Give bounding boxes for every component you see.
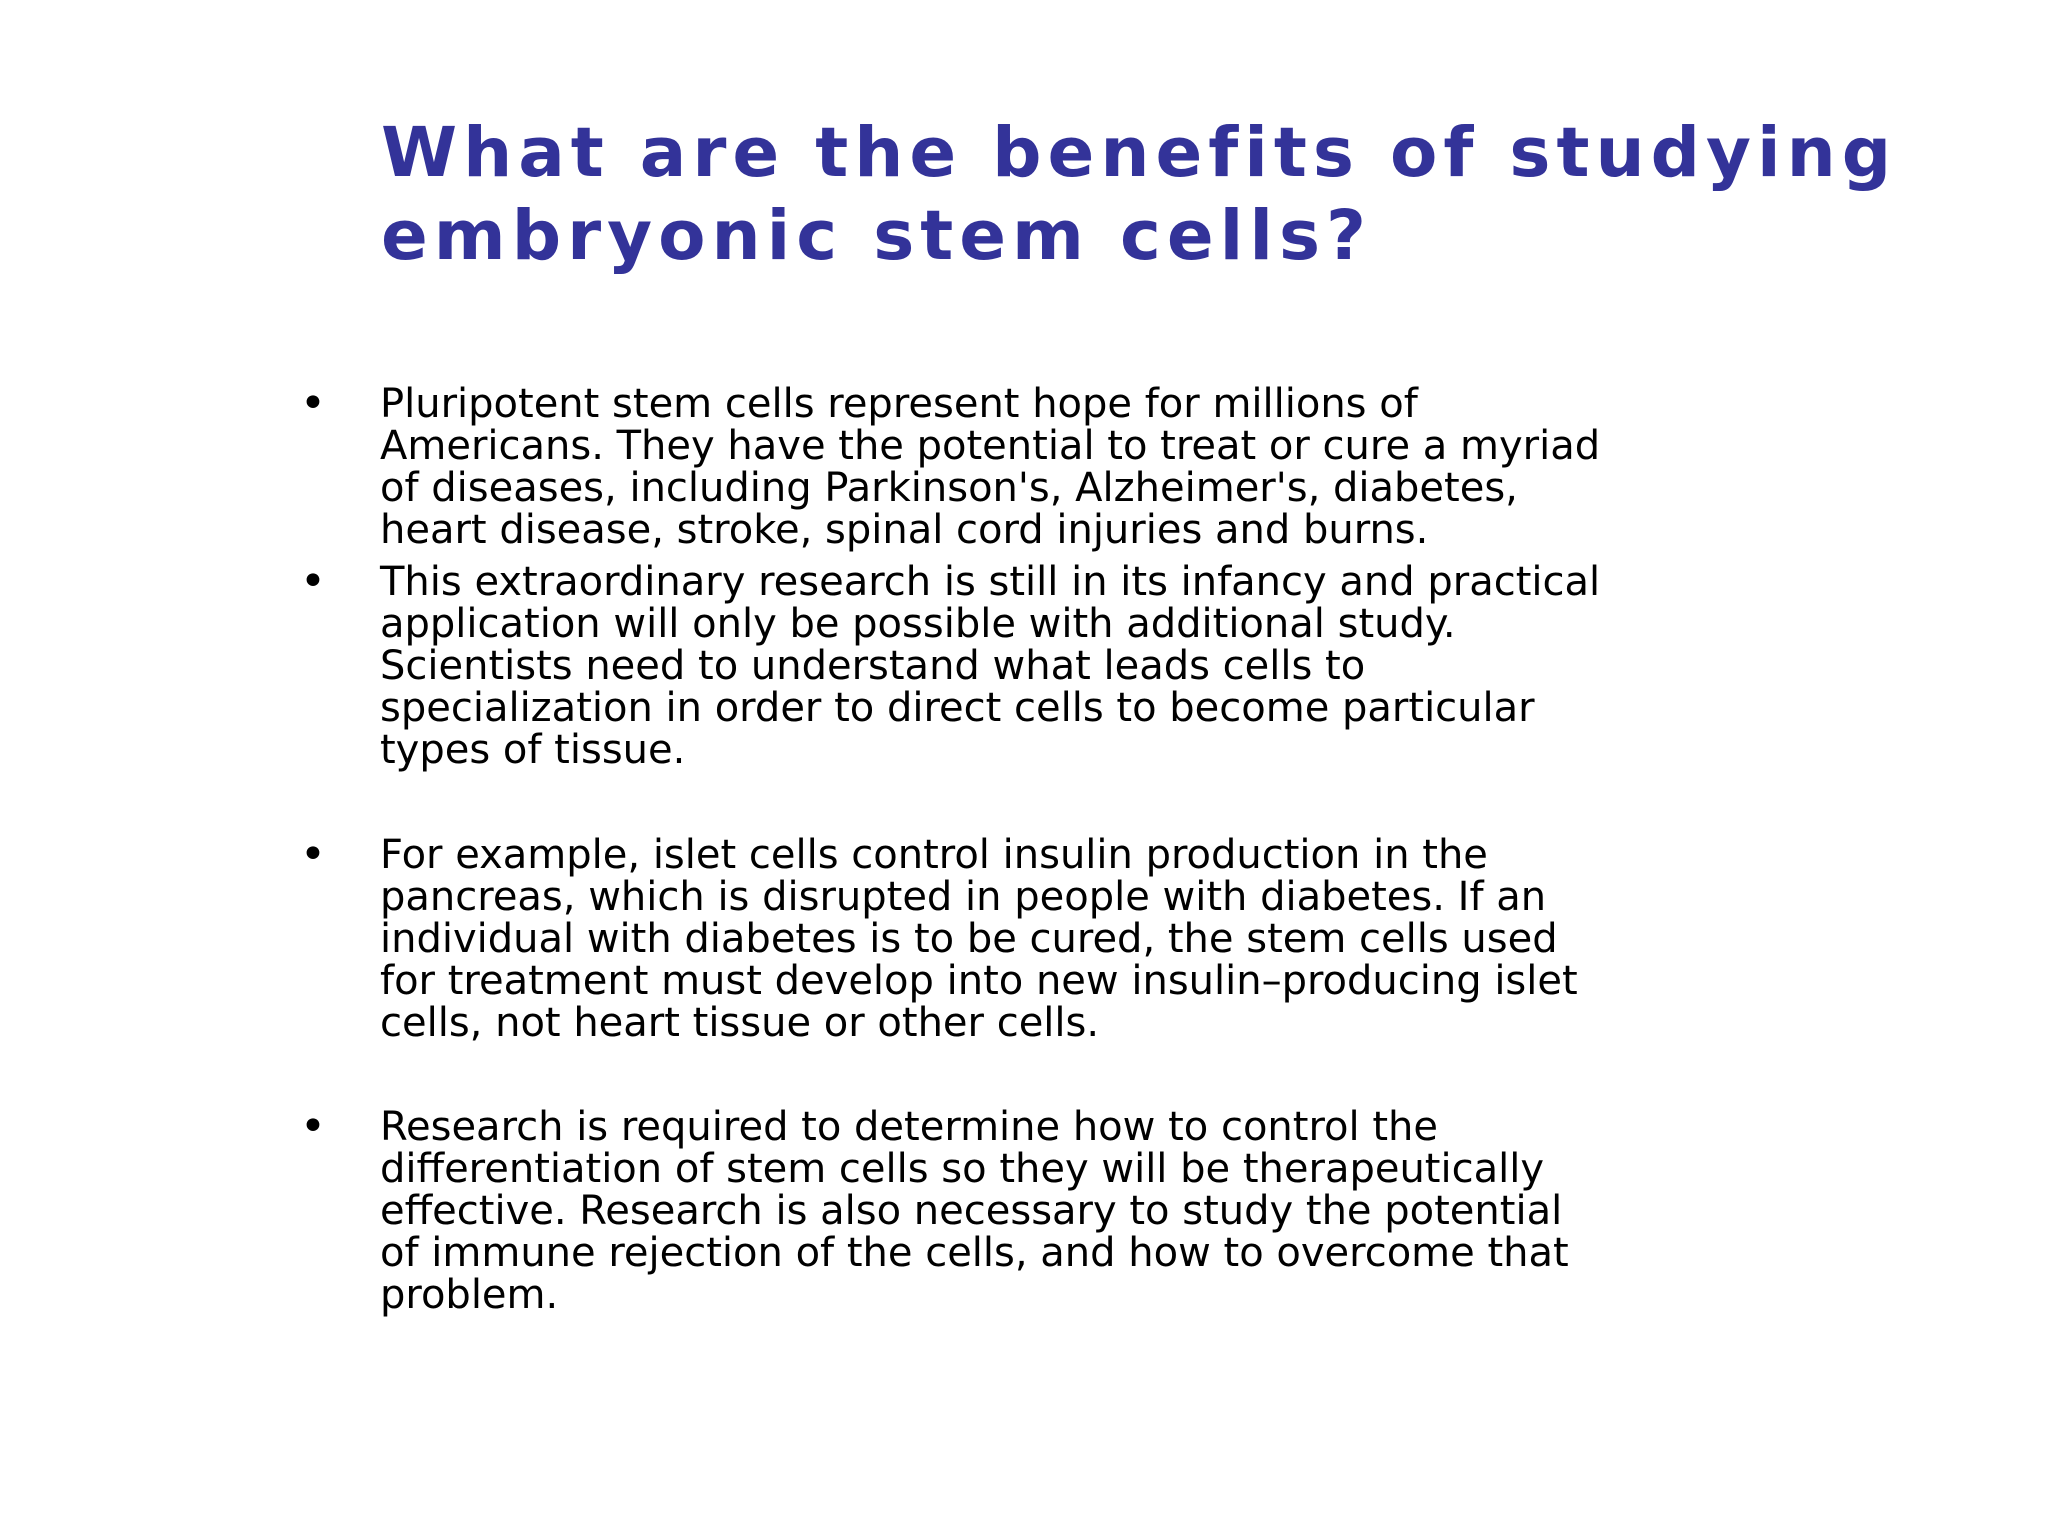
bullet-text-line: application will only be possible with additional study.	[380, 601, 1456, 647]
bullet-text-line: heart disease, stroke, spinal cord injuries and burns.	[380, 507, 1429, 553]
bullet-point-icon: •	[300, 829, 326, 880]
bullet-text-line: This extraordinary research is still in its infancy and practical	[380, 559, 1601, 605]
bullet-text	[380, 1106, 1760, 1316]
bullet-text-line: Americans. They have the potential to treat or cure a myriad	[380, 423, 1601, 469]
bullet-text-line: pancreas, which is disrupted in people with diabetes. If an	[380, 874, 1547, 920]
bullet-text-line: types of tissue.	[380, 727, 686, 773]
bullet-text	[380, 383, 1760, 551]
bullet-text-line: problem.	[380, 1272, 559, 1318]
bullet-text-line: differentiation of stem cells so they will be therapeutically	[380, 1146, 1545, 1192]
bullet-text-line: of diseases, including Parkinson's, Alzheimer's, diabetes,	[380, 465, 1518, 511]
bullet-text	[380, 561, 1760, 771]
bullet-text-line: Pluripotent stem cells represent hope for millions of	[380, 381, 1418, 427]
slide-title-line: What are the benefits of studying	[381, 113, 1898, 193]
bullet-text-line: for treatment must develop into new insulin–producing islet	[380, 958, 1578, 1004]
bullet-point-icon: •	[300, 1101, 326, 1152]
bullet-point-icon: •	[300, 378, 326, 429]
slide-title-line: embryonic stem cells?	[381, 196, 1373, 276]
bullet-text-line: Research is required to determine how to control the	[380, 1104, 1438, 1150]
bullet-text	[380, 834, 1760, 1044]
bullet-text-line: Scientists need to understand what leads cells to	[380, 643, 1366, 689]
bullet-text-line: individual with diabetes is to be cured, the stem cells used	[380, 916, 1558, 962]
bullet-text-line: specialization in order to direct cells to become particular	[380, 685, 1535, 731]
bullet-text-line: For example, islet cells control insulin production in the	[380, 832, 1488, 878]
bullet-text-line: of immune rejection of the cells, and how to overcome that	[380, 1230, 1569, 1276]
bullet-text-line: effective. Research is also necessary to study the potential	[380, 1188, 1563, 1234]
bullet-text-line: cells, not heart tissue or other cells.	[380, 1000, 1100, 1046]
bullet-point-icon: •	[300, 556, 326, 607]
